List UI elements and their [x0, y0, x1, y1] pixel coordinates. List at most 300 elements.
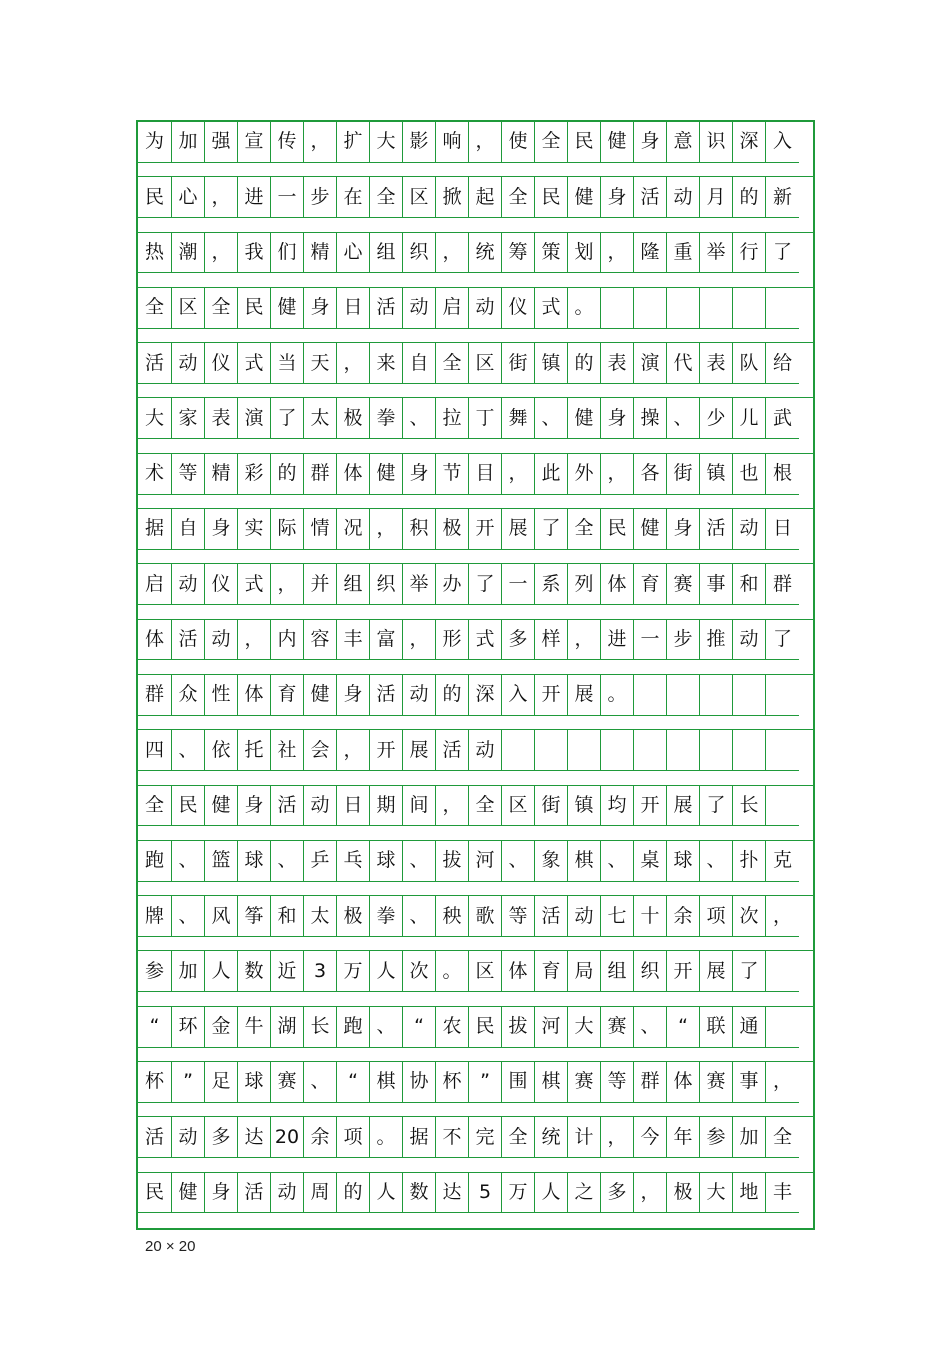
grid-cell: 体: [666, 1062, 700, 1103]
grid-cell: 展: [567, 675, 601, 716]
grid-cell: 织: [369, 564, 403, 605]
grid-cell: 拳: [369, 896, 403, 937]
grid-cell: 项: [336, 1117, 370, 1158]
grid-cell: 儿: [732, 398, 766, 439]
grid-cell: 棋: [369, 1062, 403, 1103]
grid-cell: 织: [633, 951, 667, 992]
grid-cell: 和: [732, 564, 766, 605]
grid-cell: 、: [600, 841, 634, 882]
grid-cell: 推: [699, 620, 733, 661]
grid-cell: 身: [402, 454, 436, 495]
grid-cell: 据: [402, 1117, 436, 1158]
grid-cell: 在: [336, 177, 370, 218]
grid-cell: 局: [567, 951, 601, 992]
grid-cell: [732, 730, 766, 771]
grid-cell: 使: [501, 122, 535, 163]
grid-cell: 数: [237, 951, 271, 992]
grid-cell: [765, 730, 799, 771]
grid-cell: 动: [567, 896, 601, 937]
grid-cell: 了: [534, 509, 568, 550]
grid-cell: 精: [303, 233, 337, 274]
grid-cell: ，: [765, 1062, 799, 1103]
grid-cell: “: [666, 1007, 700, 1048]
grid-row: [138, 951, 813, 992]
grid-cell: 强: [204, 122, 238, 163]
grid-cell: 性: [204, 675, 238, 716]
grid-cell: 育: [270, 675, 304, 716]
grid-cell: 完: [468, 1117, 502, 1158]
grid-cell: 歌: [468, 896, 502, 937]
grid-cell: 式: [237, 564, 271, 605]
grid-cell: 队: [732, 343, 766, 384]
grid-cell: 仪: [204, 564, 238, 605]
grid-cell: [765, 786, 799, 827]
grid-cell: 赛: [666, 564, 700, 605]
grid-cell: [666, 288, 700, 329]
grid-cell: 。: [567, 288, 601, 329]
grid-cell: 拳: [369, 398, 403, 439]
grid-cell: 大: [567, 1007, 601, 1048]
grid-row: [138, 896, 813, 937]
grid-cell: 活: [699, 509, 733, 550]
grid-cell: 动: [204, 620, 238, 661]
grid-cell: 组: [600, 951, 634, 992]
grid-cell: 为: [138, 122, 172, 163]
grid-cell: 活: [237, 1173, 271, 1214]
grid-cell: 街: [666, 454, 700, 495]
grid-cell: 太: [303, 896, 337, 937]
grid-cell: 际: [270, 509, 304, 550]
row-spacer: [138, 550, 813, 565]
grid-cell: 克: [765, 841, 799, 882]
grid-cell: 5: [468, 1173, 502, 1214]
grid-cell: ，: [765, 896, 799, 937]
grid-cell: 式: [237, 343, 271, 384]
grid-cell: 会: [303, 730, 337, 771]
grid-cell: 健: [633, 509, 667, 550]
grid-cell: 不: [435, 1117, 469, 1158]
grid-cell: 多: [600, 1173, 634, 1214]
grid-cell: 围: [501, 1062, 535, 1103]
grid-cell: 全: [501, 177, 535, 218]
grid-cell: 了: [468, 564, 502, 605]
grid-cell: [633, 730, 667, 771]
grid-cell: 牌: [138, 896, 172, 937]
grid-cell: 育: [633, 564, 667, 605]
grid-size-label: 20 × 20: [145, 1238, 196, 1255]
grid-cell: 起: [468, 177, 502, 218]
grid-row: [138, 177, 813, 218]
grid-cell: 日: [336, 786, 370, 827]
grid-cell: ，: [435, 786, 469, 827]
grid-cell: 织: [402, 233, 436, 274]
grid-cell: 一: [633, 620, 667, 661]
grid-cell: 举: [699, 233, 733, 274]
grid-cell: 给: [765, 343, 799, 384]
grid-cell: 。: [600, 675, 634, 716]
grid-cell: 群: [633, 1062, 667, 1103]
grid-cell: 新: [765, 177, 799, 218]
grid-cell: 活: [369, 675, 403, 716]
grid-cell: [534, 730, 568, 771]
grid-row: [138, 1117, 813, 1158]
grid-cell: ”: [171, 1062, 205, 1103]
grid-cell: 之: [567, 1173, 601, 1214]
grid-cell: 达: [237, 1117, 271, 1158]
grid-cell: 长: [732, 786, 766, 827]
grid-cell: 彩: [237, 454, 271, 495]
grid-cell: 自: [171, 509, 205, 550]
grid-row: [138, 343, 813, 384]
grid-cell: 体: [336, 454, 370, 495]
grid-cell: 农: [435, 1007, 469, 1048]
grid-cell: 动: [303, 786, 337, 827]
grid-cell: 的: [270, 454, 304, 495]
grid-cell: 周: [303, 1173, 337, 1214]
grid-row: [138, 730, 813, 771]
grid-cell: 次: [402, 951, 436, 992]
grid-cell: 镇: [567, 786, 601, 827]
grid-cell: 体: [600, 564, 634, 605]
grid-cell: [699, 288, 733, 329]
row-spacer: [138, 1048, 813, 1063]
grid-row: [138, 454, 813, 495]
grid-cell: 金: [204, 1007, 238, 1048]
grid-cell: 统: [468, 233, 502, 274]
grid-cell: “: [138, 1007, 172, 1048]
grid-cell: ，: [468, 122, 502, 163]
grid-cell: 了: [765, 620, 799, 661]
grid-cell: 此: [534, 454, 568, 495]
grid-cell: 外: [567, 454, 601, 495]
grid-cell: 事: [732, 1062, 766, 1103]
grid-cell: 术: [138, 454, 172, 495]
row-spacer: [138, 716, 813, 731]
grid-cell: 群: [303, 454, 337, 495]
grid-cell: 民: [138, 1173, 172, 1214]
grid-cell: 开: [666, 951, 700, 992]
grid-cell: 健: [369, 454, 403, 495]
grid-cell: “: [336, 1062, 370, 1103]
grid-cell: ，: [204, 177, 238, 218]
grid-cell: [732, 675, 766, 716]
grid-cell: 实: [237, 509, 271, 550]
grid-cell: 组: [369, 233, 403, 274]
row-spacer: [138, 992, 813, 1007]
grid-cell: 球: [369, 841, 403, 882]
grid-cell: 大: [369, 122, 403, 163]
grid-cell: 身: [600, 398, 634, 439]
grid-cell: 加: [732, 1117, 766, 1158]
grid-cell: 全: [204, 288, 238, 329]
grid-cell: ，: [237, 620, 271, 661]
grid-cell: 全: [138, 288, 172, 329]
grid-cell: 体: [237, 675, 271, 716]
row-spacer: [138, 1103, 813, 1118]
grid-row: [138, 675, 813, 716]
grid-cell: ，: [633, 1173, 667, 1214]
grid-cell: 全: [534, 122, 568, 163]
grid-cell: 筹: [501, 233, 535, 274]
grid-cell: 动: [171, 1117, 205, 1158]
grid-cell: [501, 730, 535, 771]
grid-cell: ，: [336, 343, 370, 384]
grid-cell: 识: [699, 122, 733, 163]
grid-cell: 、: [699, 841, 733, 882]
grid-cell: 全: [567, 509, 601, 550]
grid-cell: 民: [567, 122, 601, 163]
grid-cell: 等: [171, 454, 205, 495]
grid-cell: 均: [600, 786, 634, 827]
grid-cell: 我: [237, 233, 271, 274]
grid-cell: ，: [402, 620, 436, 661]
grid-cell: [567, 730, 601, 771]
grid-cell: 民: [468, 1007, 502, 1048]
grid-cell: 参: [138, 951, 172, 992]
grid-cell: 等: [501, 896, 535, 937]
grid-cell: 牛: [237, 1007, 271, 1048]
grid-cell: 跑: [138, 841, 172, 882]
row-spacer: [138, 882, 813, 897]
grid-cell: 活: [138, 1117, 172, 1158]
grid-cell: ，: [336, 730, 370, 771]
grid-cell: 心: [336, 233, 370, 274]
grid-cell: 仪: [501, 288, 535, 329]
grid-cell: 社: [270, 730, 304, 771]
grid-cell: 舞: [501, 398, 535, 439]
grid-cell: 动: [270, 1173, 304, 1214]
grid-cell: 积: [402, 509, 436, 550]
grid-cell: 、: [402, 896, 436, 937]
grid-cell: 、: [666, 398, 700, 439]
grid-cell: 乒: [303, 841, 337, 882]
grid-row: [138, 288, 813, 329]
grid-cell: 间: [402, 786, 436, 827]
grid-cell: 划: [567, 233, 601, 274]
grid-cell: 健: [303, 675, 337, 716]
grid-cell: 群: [138, 675, 172, 716]
grid-cell: 办: [435, 564, 469, 605]
grid-cell: 。: [369, 1117, 403, 1158]
grid-cell: 足: [204, 1062, 238, 1103]
grid-cell: 街: [534, 786, 568, 827]
grid-row: [138, 1062, 813, 1103]
grid-cell: 活: [633, 177, 667, 218]
grid-cell: 深: [732, 122, 766, 163]
grid-cell: 杯: [435, 1062, 469, 1103]
grid-cell: 一: [501, 564, 535, 605]
grid-cell: [666, 730, 700, 771]
grid-cell: 风: [204, 896, 238, 937]
grid-cell: 极: [435, 509, 469, 550]
row-spacer: [138, 1158, 813, 1173]
grid-cell: 丰: [765, 1173, 799, 1214]
grid-cell: 次: [732, 896, 766, 937]
grid-cell: 赛: [270, 1062, 304, 1103]
grid-cell: 动: [171, 343, 205, 384]
grid-cell: 全: [765, 1117, 799, 1158]
grid-cell: 湖: [270, 1007, 304, 1048]
grid-cell: 、: [402, 398, 436, 439]
grid-cell: 行: [732, 233, 766, 274]
grid-cell: 、: [171, 841, 205, 882]
grid-cell: 环: [171, 1007, 205, 1048]
grid-cell: 赛: [600, 1007, 634, 1048]
row-spacer: [138, 660, 813, 675]
grid-cell: 河: [468, 841, 502, 882]
grid-cell: 区: [468, 951, 502, 992]
grid-cell: 自: [402, 343, 436, 384]
grid-cell: 策: [534, 233, 568, 274]
grid-cell: 万: [336, 951, 370, 992]
grid-cell: 桌: [633, 841, 667, 882]
grid-cell: 当: [270, 343, 304, 384]
grid-cell: 健: [567, 398, 601, 439]
grid-cell: 区: [402, 177, 436, 218]
grid-row: [138, 233, 813, 274]
grid-cell: 了: [270, 398, 304, 439]
grid-cell: ，: [600, 454, 634, 495]
grid-cell: 并: [303, 564, 337, 605]
grid-cell: 响: [435, 122, 469, 163]
grid-cell: 杯: [138, 1062, 172, 1103]
grid-cell: 表: [699, 343, 733, 384]
grid-cell: 情: [303, 509, 337, 550]
grid-cell: 达: [435, 1173, 469, 1214]
grid-cell: 球: [237, 1062, 271, 1103]
grid-cell: [765, 288, 799, 329]
grid-cell: 日: [765, 509, 799, 550]
grid-cell: 大: [138, 398, 172, 439]
grid-cell: 了: [765, 233, 799, 274]
grid-cell: 人: [204, 951, 238, 992]
grid-cell: 各: [633, 454, 667, 495]
grid-cell: 协: [402, 1062, 436, 1103]
grid-cell: ，: [270, 564, 304, 605]
grid-cell: 象: [534, 841, 568, 882]
grid-cell: 、: [369, 1007, 403, 1048]
grid-cell: 、: [534, 398, 568, 439]
grid-cell: [699, 675, 733, 716]
grid-cell: [765, 951, 799, 992]
grid-cell: 步: [666, 620, 700, 661]
grid-cell: 丰: [336, 620, 370, 661]
grid-cell: [600, 730, 634, 771]
grid-cell: 也: [732, 454, 766, 495]
grid-cell: 筝: [237, 896, 271, 937]
grid-cell: 加: [171, 951, 205, 992]
grid-cell: 人: [534, 1173, 568, 1214]
grid-cell: ，: [600, 233, 634, 274]
grid-cell: 、: [171, 730, 205, 771]
grid-cell: 的: [435, 675, 469, 716]
grid-cell: 赛: [567, 1062, 601, 1103]
grid-cell: ，: [567, 620, 601, 661]
grid-cell: 、: [402, 841, 436, 882]
grid-cell: 联: [699, 1007, 733, 1048]
grid-cell: 群: [765, 564, 799, 605]
grid-cell: 身: [666, 509, 700, 550]
grid-cell: 健: [567, 177, 601, 218]
grid-cell: 富: [369, 620, 403, 661]
grid-cell: 形: [435, 620, 469, 661]
grid-cell: 展: [666, 786, 700, 827]
grid-cell: 事: [699, 564, 733, 605]
grid-cell: 入: [501, 675, 535, 716]
grid-cell: 潮: [171, 233, 205, 274]
grid-cell: 动: [468, 730, 502, 771]
grid-cell: 系: [534, 564, 568, 605]
grid-cell: 宣: [237, 122, 271, 163]
grid-cell: 体: [501, 951, 535, 992]
grid-cell: 式: [468, 620, 502, 661]
grid-cell: 乓: [336, 841, 370, 882]
grid-cell: 身: [237, 786, 271, 827]
grid-cell: 身: [303, 288, 337, 329]
grid-cell: 扩: [336, 122, 370, 163]
grid-cell: 全: [501, 1117, 535, 1158]
grid-cell: 开: [369, 730, 403, 771]
grid-cell: 和: [270, 896, 304, 937]
grid-cell: 、: [501, 841, 535, 882]
grid-cell: 街: [501, 343, 535, 384]
grid-cell: 们: [270, 233, 304, 274]
grid-cell: 动: [171, 564, 205, 605]
grid-cell: 棋: [534, 1062, 568, 1103]
grid-cell: 启: [435, 288, 469, 329]
grid-cell: 动: [402, 675, 436, 716]
grid-cell: 扑: [732, 841, 766, 882]
grid-cell: 依: [204, 730, 238, 771]
grid-cell: 参: [699, 1117, 733, 1158]
row-spacer: [138, 937, 813, 952]
grid-cell: 托: [237, 730, 271, 771]
grid-cell: 目: [468, 454, 502, 495]
grid-cell: 组: [336, 564, 370, 605]
grid-cell: 列: [567, 564, 601, 605]
grid-cell: [666, 675, 700, 716]
grid-cell: 活: [171, 620, 205, 661]
grid-cell: 拉: [435, 398, 469, 439]
grid-cell: 民: [600, 509, 634, 550]
grid-cell: 动: [402, 288, 436, 329]
grid-cell: [732, 288, 766, 329]
row-spacer: [138, 218, 813, 233]
grid-cell: 地: [732, 1173, 766, 1214]
grid-cell: 多: [204, 1117, 238, 1158]
grid-cell: 进: [600, 620, 634, 661]
grid-cell: 民: [534, 177, 568, 218]
grid-cell: 传: [270, 122, 304, 163]
grid-cell: 秧: [435, 896, 469, 937]
grid-cell: 意: [666, 122, 700, 163]
grid-cell: 拔: [501, 1007, 535, 1048]
grid-cell: 启: [138, 564, 172, 605]
grid-cell: 七: [600, 896, 634, 937]
grid-cell: 健: [270, 288, 304, 329]
grid-row: [138, 786, 813, 827]
grid-cell: 、: [633, 1007, 667, 1048]
row-spacer: [138, 771, 813, 786]
grid-cell: 余: [303, 1117, 337, 1158]
grid-cell: 表: [204, 398, 238, 439]
grid-cell: 根: [765, 454, 799, 495]
grid-cell: 举: [402, 564, 436, 605]
grid-cell: 余: [666, 896, 700, 937]
grid-cell: 计: [567, 1117, 601, 1158]
grid-cell: [600, 288, 634, 329]
grid-cell: 今: [633, 1117, 667, 1158]
